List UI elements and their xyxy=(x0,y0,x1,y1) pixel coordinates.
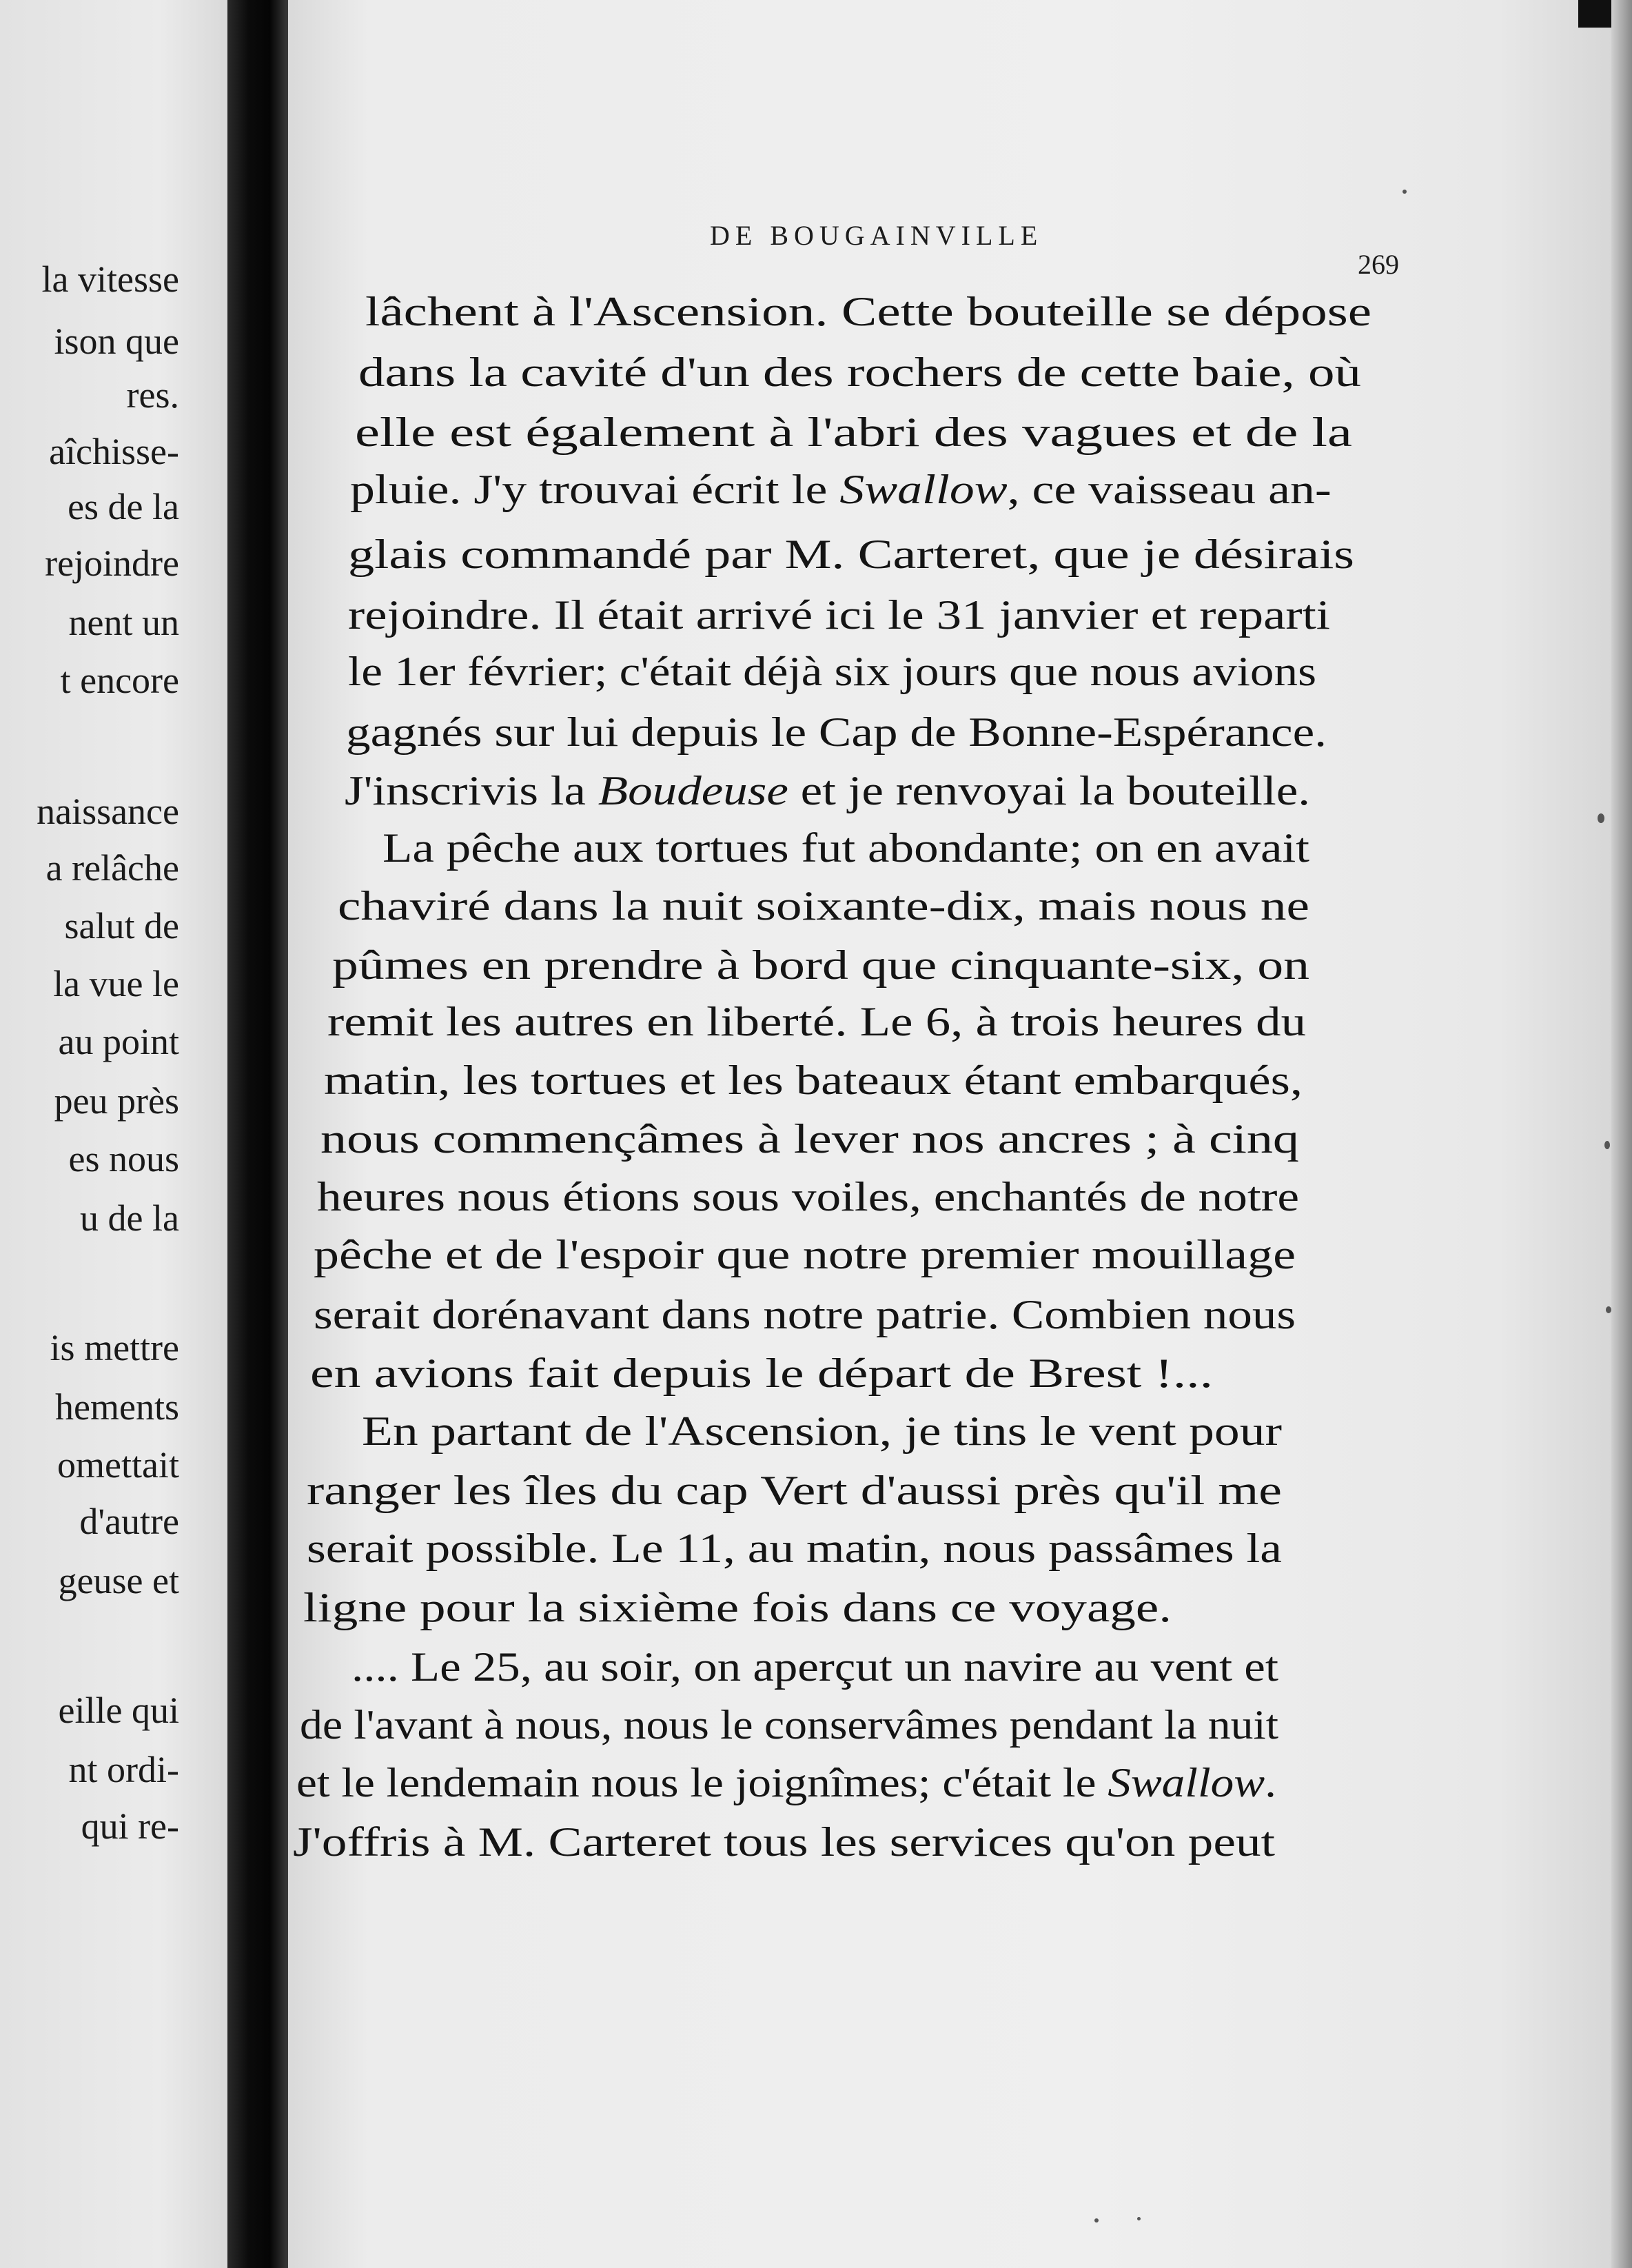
body-line: matin, les tortues et les bateaux étant embarqués, xyxy=(324,1057,1303,1103)
body-line: ligne pour la sixième fois dans ce voyage. xyxy=(303,1585,1172,1630)
left-page-line: nt ordi- xyxy=(68,1749,179,1790)
body-line: J'inscrivis la Boudeuse et je renvoyai la bouteille. xyxy=(345,768,1311,813)
body-line: pêche et de l'espoir que notre premier mouillage xyxy=(314,1232,1296,1277)
left-page-line: ison que xyxy=(54,321,179,362)
left-page-line: aîchisse- xyxy=(49,431,179,472)
body-line: remit les autres en liberté. Le 6, à trois heures du xyxy=(327,999,1306,1044)
body-line: glais commandé par M. Carteret, que je désirais xyxy=(348,531,1354,577)
body-line: elle est également à l'abri des vagues et de la xyxy=(355,409,1352,455)
left-page-line: es nous xyxy=(68,1138,179,1179)
left-page-line: salut de xyxy=(64,905,179,946)
body-line: chaviré dans la nuit soixante-dix, mais nous ne xyxy=(338,883,1309,929)
paper-speck xyxy=(1402,190,1407,194)
left-page-line: naissance xyxy=(37,791,179,832)
left-page-line: hements xyxy=(55,1386,179,1428)
paper-speck xyxy=(1604,1141,1610,1149)
body-line: dans la cavité d'un des rochers de cette baie, où xyxy=(358,350,1361,395)
body-line: En partant de l'Ascension, je tins le vent pour xyxy=(362,1408,1282,1454)
left-page-line: qui re- xyxy=(81,1805,179,1847)
left-page-line: au point xyxy=(58,1021,179,1062)
body-line: le 1er février; c'était déjà six jours que nous avions xyxy=(348,649,1316,694)
body-line: .... Le 25, au soir, on aperçut un navire au vent et xyxy=(351,1644,1278,1690)
body-line: serait possible. Le 11, au matin, nous passâmes la xyxy=(307,1526,1282,1571)
left-page-line: la vue le xyxy=(53,963,179,1004)
body-line: nous commençâmes à lever nos ancres ; à cinq xyxy=(320,1116,1299,1162)
page-edge xyxy=(1611,0,1632,2268)
body-line: lâchent à l'Ascension. Cette bouteille se dépose xyxy=(365,289,1371,334)
left-page-line: peu près xyxy=(54,1080,179,1122)
body-line: pluie. J'y trouvai écrit le Swallow, ce vaisseau an- xyxy=(350,467,1332,512)
left-page-line: a relâche xyxy=(45,847,179,889)
running-head: DE BOUGAINVILLE xyxy=(710,220,1043,251)
body-line: La pêche aux tortues fut abondante; on en avait xyxy=(382,825,1309,871)
body-line: gagnés sur lui depuis le Cap de Bonne-Espérance. xyxy=(346,709,1327,755)
body-line: et le lendemain nous le joignîmes; c'était le Swallow. xyxy=(296,1760,1276,1805)
body-line: J'offris à M. Carteret tous les services qu'on peut xyxy=(293,1819,1275,1865)
paper-speck xyxy=(1094,2218,1099,2223)
paper-speck xyxy=(1137,2217,1141,2220)
left-page-line: eille qui xyxy=(58,1690,179,1731)
left-page-line: la vitesse xyxy=(41,259,179,300)
left-page-line: geuse et xyxy=(58,1560,179,1601)
body-line: serait dorénavant dans notre patrie. Combien nous xyxy=(314,1292,1296,1337)
paper-speck xyxy=(1606,1306,1611,1313)
body-line: en avions fait depuis le départ de Brest !... xyxy=(310,1350,1213,1396)
left-page-line: nent un xyxy=(68,602,179,643)
left-page xyxy=(0,0,227,2268)
left-page-line: is mettre xyxy=(50,1327,179,1368)
body-line: heures nous étions sous voiles, enchantés de notre xyxy=(317,1174,1299,1219)
left-page-line: u de la xyxy=(80,1197,179,1239)
left-page-line: d'autre xyxy=(79,1501,179,1542)
left-page-line: res. xyxy=(126,374,179,416)
left-page-line: es de la xyxy=(68,486,179,527)
paper-speck xyxy=(1598,813,1604,823)
body-line: rejoindre. Il était arrivé ici le 31 janvier et reparti xyxy=(348,592,1330,638)
left-page-line: t encore xyxy=(60,660,179,701)
page-number: 269 xyxy=(1358,249,1399,280)
body-line: de l'avant à nous, nous le conservâmes pendant la nuit xyxy=(300,1702,1278,1748)
body-line: ranger les îles du cap Vert d'aussi près qu'il me xyxy=(307,1468,1282,1513)
body-line: pûmes en prendre à bord que cinquante-six, on xyxy=(332,942,1309,988)
book-gutter xyxy=(227,0,288,2268)
left-page-line: omettait xyxy=(57,1444,179,1486)
left-page-line: rejoindre xyxy=(45,543,179,584)
